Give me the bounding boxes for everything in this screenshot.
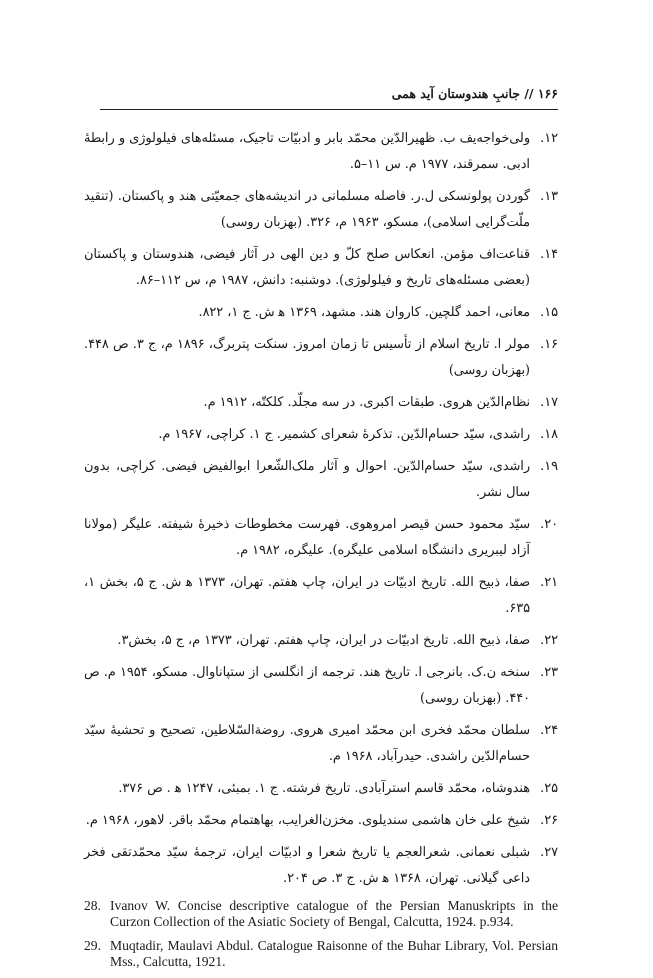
reference-text: نظام‌الدّین هروی. طبقات اکبری. در سه مجلّد. کلکتّه، ۱۹۱۲ م. bbox=[203, 395, 530, 410]
reference-number: ۲۶. bbox=[540, 813, 558, 828]
reference-number: ۲۵. bbox=[540, 781, 558, 796]
reference-text: قناعت‌اف مؤمن. انعکاس صلح کلّ و دین الهی در آثار فیضی، هندوستان و پاکستان (بعضی مسئله‌های تاریخ و فیلولوژی). دوشنبه: دانش، ۱۹۸۷ م، س ۱۱۲–۸۶. bbox=[84, 247, 530, 288]
reference-item bbox=[84, 184, 558, 236]
reference-item bbox=[84, 898, 558, 930]
reference-text: صفا، ذبیح الله. تاریخ ادبیّات در ایران، چاپ هفتم. تهران، ۱۳۷۳ ه‍ ش. ج ۵، بخش ۱، ۶۳۵. bbox=[84, 575, 531, 616]
reference-item bbox=[84, 808, 558, 834]
reference-number: ۱۲. bbox=[540, 131, 558, 146]
reference-text: سلطان محمّد فخری ابن محمّد امیری هروی. روضةالسّلاطین، تصحیح و تحشیهٔ سیّد حسام‌الدّین راشدی. حیدرآباد، ۱۹۶۸ م. bbox=[84, 723, 530, 764]
reference-text: سنخه ن.ک. بانرجی ا. تاریخ هند. ترجمه از انگلسی از ستپاناوال. مسکو، ۱۹۵۴ م. ص ۴۴۰. (بهزبان روسی) bbox=[84, 665, 530, 706]
reference-item bbox=[84, 628, 558, 654]
reference-item bbox=[84, 718, 558, 770]
reference-number: ۱۴. bbox=[540, 247, 558, 262]
reference-text: شبلی نعمانی. شعرالعجم یا تاریخ شعرا و ادبیّات ایران، ترجمهٔ سیّد محمّدتقی فخر داعی گیلانی. تهران، ۱۳۶۸ ه‍ ش. ج ۳. ص ۲۰۴. bbox=[84, 845, 530, 886]
reference-item bbox=[84, 840, 558, 892]
reference-number: ۱۶. bbox=[540, 337, 558, 352]
reference-item bbox=[84, 300, 558, 326]
reference-text: راشدی، سیّد حسام‌الدّین. احوال و آثار ملک‌الشّعرا ابوالفیض فیضی. کراچی، بدون سال نشر. bbox=[84, 459, 530, 500]
reference-text: معانی، احمد گلچین. کاروان هند. مشهد، ۱۳۶۹ ه‍ ش. ج ۱، ۸۲۲. bbox=[198, 305, 530, 320]
reference-number: ۲۷. bbox=[540, 845, 558, 860]
reference-item bbox=[84, 422, 558, 448]
reference-item bbox=[84, 512, 558, 564]
reference-text: راشدی، سیّد حسام‌الدّین. تذکرهٔ شعرای کشمیر. ج ۱. کراچی، ۱۹۶۷ م. bbox=[158, 427, 530, 442]
reference-item bbox=[84, 390, 558, 416]
reference-item bbox=[84, 454, 558, 506]
reference-number: ۱۳. bbox=[540, 189, 558, 204]
reference-text: گوردن پولونسکی ل.ر. فاصله مسلمانی در اندیشه‌های جمعیّتی هند و پاکستان. (تنقید ملّت‌گرایی اسلامی)، مسکو، ۱۹۶۳ م، ۳۲۶. (بهزبان روسی) bbox=[84, 189, 530, 230]
reference-number: 28. bbox=[84, 898, 101, 913]
reference-item bbox=[84, 126, 558, 178]
reference-text: مولر ا. تاریخ اسلام از تأسیس تا زمان امروز. سنکت پتربرگ، ۱۸۹۶ م، ج ۳. ص ۴۴۸. (بهزبان روسی) bbox=[84, 337, 530, 378]
reference-item bbox=[84, 332, 558, 384]
reference-item bbox=[84, 938, 558, 970]
reference-text: ولی‌خواجه‌یف ب. ظهیرالدّین محمّد بابر و ادبیّات تاجیک، مسئله‌های فیلولوژی و رابطهٔ ادبی. سمرقند، ۱۹۷۷ م. س ۱۱–۵. bbox=[84, 131, 530, 172]
reference-number: ۲۱. bbox=[540, 575, 558, 590]
header-divider bbox=[100, 109, 558, 110]
reference-text: سیّد محمود حسن قیصر امروهوی. فهرست مخطوطات ذخیرهٔ شیفته. علیگر (مولانا آزاد لیبریری دانشگاه اسلامی علیگره). علیگره، ۱۹۸۲ م. bbox=[84, 517, 530, 558]
reference-item bbox=[84, 242, 558, 294]
reference-number: ۲۲. bbox=[540, 633, 558, 648]
reference-item bbox=[84, 570, 558, 622]
reference-number: 29. bbox=[84, 938, 101, 953]
reference-number: ۱۵. bbox=[540, 305, 558, 320]
reference-number: ۲۴. bbox=[540, 723, 558, 738]
reference-item bbox=[84, 660, 558, 712]
reference-list bbox=[84, 126, 558, 978]
reference-item bbox=[84, 776, 558, 802]
reference-text: هندوشاه، محمّد قاسم استرآبادی. تاریخ فرشته. ج ۱. بمبئی، ۱۲۴۷ ه‍ . ص ۳۷۶. bbox=[118, 781, 530, 796]
reference-number: ۱۸. bbox=[540, 427, 558, 442]
running-header: ۱۶۶ // جانبِ هندوستان آید همی bbox=[391, 86, 558, 101]
reference-number: ۲۰. bbox=[540, 517, 558, 532]
reference-number: ۱۷. bbox=[540, 395, 558, 410]
reference-number: ۲۳. bbox=[540, 665, 558, 680]
reference-number: ۱۹. bbox=[540, 459, 558, 474]
reference-text: شیخ علی خان هاشمی سندیلوی. مخزن‌الغرایب، بهاهتمام محمّد باقر. لاهور، ۱۹۶۸ م. bbox=[85, 813, 530, 828]
reference-text: Ivanov W. Concise descriptive catalogue of the Persian Manuskripts in the Curzon Collection of the Asiatic Society of Bengal, Calcutta, 1924. p.934. bbox=[110, 898, 558, 929]
reference-text: صفا، ذبیح الله. تاریخ ادبیّات در ایران، چاپ هفتم. تهران، ۱۳۷۳ م، ج ۵، بخش۳. bbox=[117, 633, 530, 648]
reference-text: Muqtadir, Maulavi Abdul. Catalogue Raisonne of the Buhar Library, Vol. Persian Mss., Calcutta, 1921. bbox=[110, 938, 558, 969]
